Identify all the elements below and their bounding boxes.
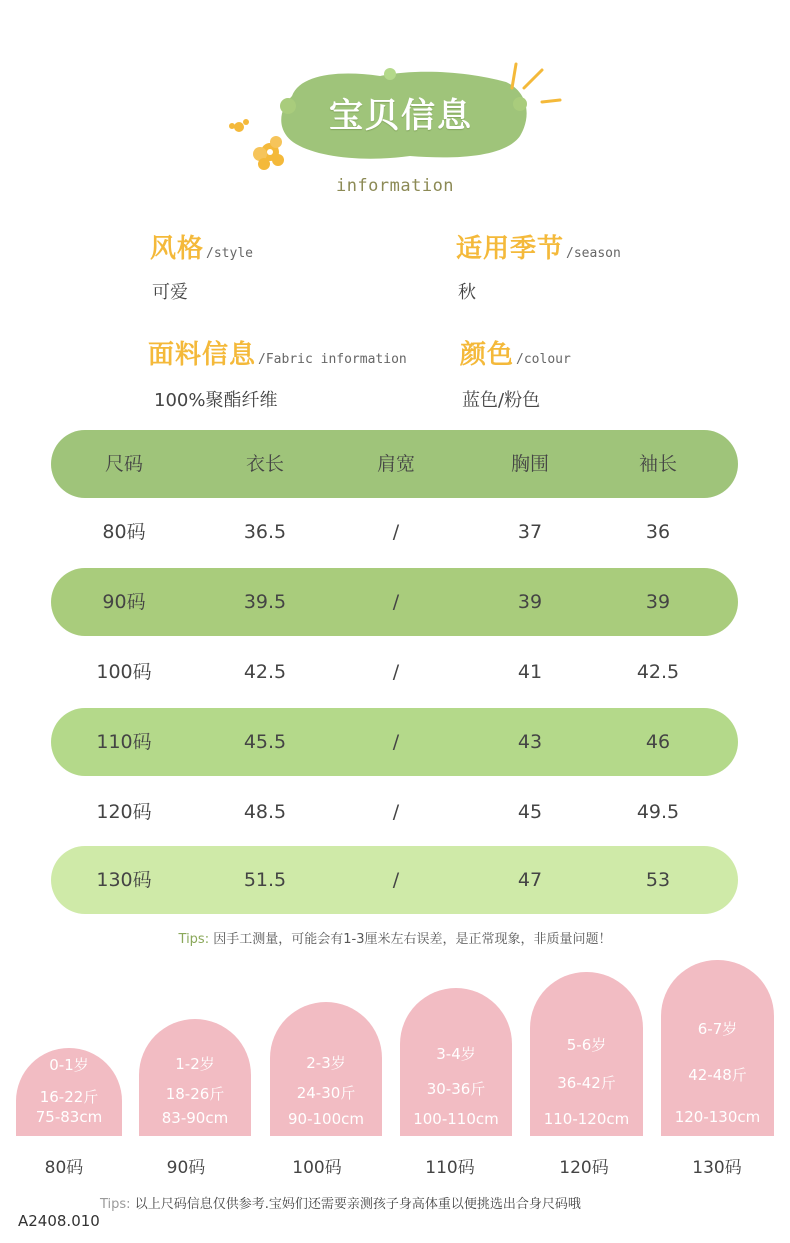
reference-card: [270, 1002, 382, 1136]
cell-size: 90码: [102, 591, 146, 613]
cell-length: 39.5: [243, 591, 287, 613]
reference-size-label: 90码: [166, 1158, 206, 1178]
header-cell-size: 尺码: [104, 453, 143, 475]
wheat-decoration-icon: [502, 58, 564, 110]
cell-shoulder: /: [392, 591, 400, 613]
cell-size: 100码: [96, 661, 152, 683]
season-label-sub: /season: [566, 246, 621, 261]
style-label: [150, 228, 253, 265]
season-label: [456, 228, 621, 265]
table-header-row: [51, 430, 738, 498]
header-cell-shoulder: 肩宽: [376, 453, 415, 475]
reference-size-label: 110码: [425, 1158, 475, 1178]
cell-chest: 43: [517, 731, 543, 753]
cell-size: 130码: [96, 869, 152, 891]
header-cell-length: 衣长: [245, 453, 284, 475]
fabric-label-text: 面料信息: [148, 340, 257, 370]
table-row: [51, 638, 738, 706]
header: [0, 0, 790, 205]
age-range: 2-3岁: [306, 1054, 346, 1072]
fabric-label: [148, 334, 407, 371]
cell-length: 36.5: [243, 521, 287, 543]
cell-shoulder: /: [392, 731, 400, 753]
table-row: [51, 708, 738, 776]
table-row: [51, 778, 738, 846]
colour-value: 蓝色/粉色: [462, 390, 541, 411]
age-range: 6-7岁: [697, 1020, 738, 1038]
weight-range: 42-48斤: [688, 1066, 747, 1084]
height-range: 110-120cm: [543, 1110, 630, 1128]
page-subtitle: information: [335, 176, 455, 196]
reference-size-label: 100码: [292, 1158, 342, 1178]
reference-card: [139, 1019, 251, 1136]
cell-size: 120码: [96, 801, 152, 823]
header-cell-chest: 胸围: [510, 453, 549, 475]
product-code: A2408.010: [18, 1212, 100, 1230]
weight-range: 16-22斤: [39, 1088, 99, 1106]
cell-sleeve: 49.5: [636, 801, 680, 823]
cell-sleeve: 42.5: [636, 661, 680, 683]
cell-chest: 37: [517, 521, 543, 543]
cell-shoulder: /: [392, 869, 400, 891]
tip-text: 因手工测量，可能会有1-3厘米左右误差，是正常现象，非质量问题！: [209, 932, 612, 947]
reference-size-label: 80码: [44, 1158, 84, 1178]
cell-chest: 47: [517, 869, 543, 891]
cell-chest: 41: [517, 661, 543, 683]
style-label-text: 风格: [150, 234, 205, 264]
height-range: 100-110cm: [413, 1110, 499, 1128]
reference-card: [400, 988, 512, 1136]
cell-length: 42.5: [243, 661, 287, 683]
cell-length: 48.5: [243, 801, 287, 823]
height-range: 90-100cm: [288, 1110, 364, 1128]
tip-text: 以上尺码信息仅供参考.宝妈们还需要亲测孩子身高体重以便挑选出合身尺码哦: [130, 1197, 581, 1212]
cell-size: 110码: [96, 731, 152, 753]
cell-length: 45.5: [243, 731, 287, 753]
age-range: 3-4岁: [436, 1045, 476, 1063]
height-range: 75-83cm: [35, 1108, 103, 1126]
cell-length: 51.5: [243, 869, 287, 891]
fabric-label-sub: /Fabric information: [258, 352, 407, 367]
cell-sleeve: 36: [645, 521, 671, 543]
reference-size-label: 120码: [559, 1158, 609, 1178]
weight-range: 24-30斤: [296, 1084, 356, 1102]
reference-card: [530, 972, 643, 1136]
age-range: 5-6岁: [566, 1036, 607, 1054]
reference-card: [16, 1048, 122, 1136]
cell-shoulder: /: [392, 661, 400, 683]
reference-tip: [100, 1193, 710, 1212]
measurement-tip: [0, 928, 790, 947]
season-value: 秋: [458, 282, 476, 303]
weight-range: 36-42斤: [557, 1074, 616, 1092]
season-label-text: 适用季节: [456, 234, 565, 264]
colour-label: [460, 334, 571, 371]
table-row: [51, 846, 738, 914]
fabric-value: 100%聚酯纤维: [154, 390, 278, 411]
cell-shoulder: /: [392, 801, 400, 823]
reference-size-label: 130码: [692, 1158, 742, 1178]
cell-sleeve: 39: [645, 591, 671, 613]
cell-sleeve: 53: [645, 869, 671, 891]
table-row: [51, 498, 738, 566]
table-row: [51, 568, 738, 636]
colour-label-text: 颜色: [460, 340, 515, 370]
reference-card: [661, 960, 774, 1136]
weight-range: 30-36斤: [426, 1080, 486, 1098]
style-label-sub: /style: [206, 246, 253, 261]
cell-size: 80码: [102, 521, 146, 543]
cell-chest: 39: [517, 591, 543, 613]
tip-key: Tips:: [100, 1197, 131, 1212]
weight-range: 18-26斤: [165, 1085, 225, 1103]
cell-sleeve: 46: [645, 731, 671, 753]
page-title: 宝贝信息: [329, 96, 473, 136]
header-cell-sleeve: 袖长: [638, 453, 677, 475]
height-range: 83-90cm: [161, 1109, 229, 1127]
style-value: 可爱: [152, 282, 188, 303]
tip-key: Tips:: [178, 932, 210, 947]
height-range: 120-130cm: [674, 1108, 761, 1126]
cell-shoulder: /: [392, 521, 400, 543]
age-range: 1-2岁: [175, 1055, 215, 1073]
colour-label-sub: /colour: [516, 352, 571, 367]
cell-chest: 45: [517, 801, 543, 823]
age-range: 0-1岁: [49, 1056, 89, 1074]
